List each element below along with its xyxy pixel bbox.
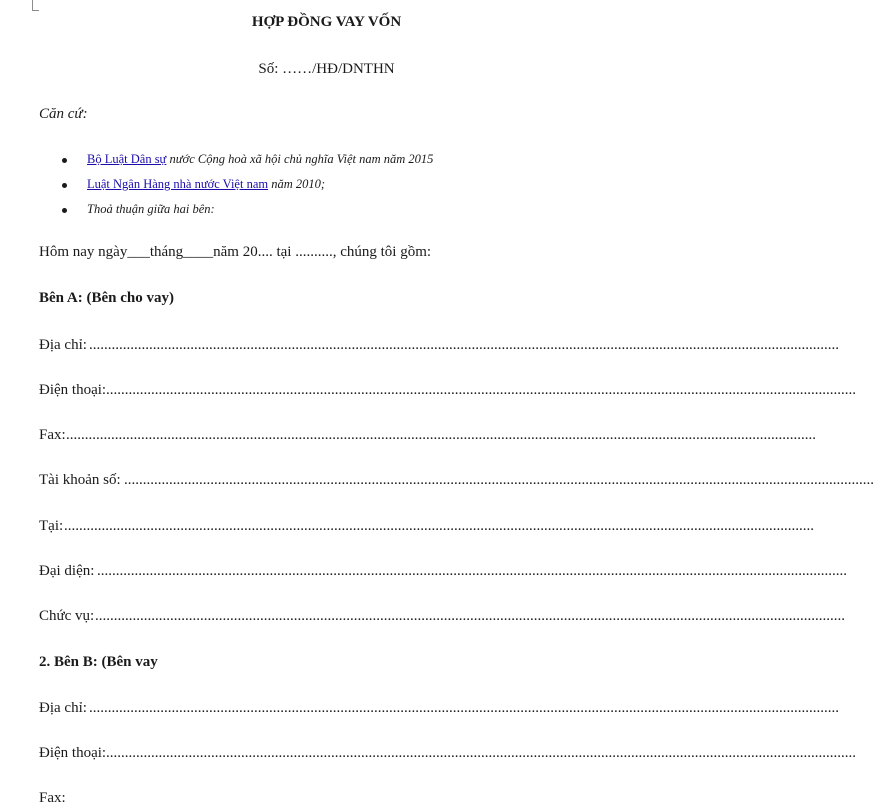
field-label: Tài khoản số: xyxy=(39,472,121,488)
civil-code-link[interactable]: Bộ Luật Dân sự xyxy=(87,152,167,166)
basis-item-text: Thoả thuận giữa hai bên: xyxy=(87,202,215,216)
field-label: Tại: xyxy=(39,518,64,534)
basis-item-text: nước Cộng hoà xã hội chủ nghĩa Việt nam năm 2015 xyxy=(166,152,434,166)
party-a-heading: Bên A: (Bên cho vay) xyxy=(39,290,174,306)
fill-line[interactable]: ........................................................................................................................................................................................................ xyxy=(95,608,845,624)
field-label: Điện thoại: xyxy=(39,745,107,761)
fill-line[interactable]: ........................................................................................................................................................................................................ xyxy=(66,427,816,443)
field-label: Đại diện: xyxy=(39,563,95,579)
field-phone-b xyxy=(39,745,856,762)
party-b-heading: 2. Bên B: (Bên vay xyxy=(39,654,158,670)
fill-line[interactable]: ........................................................................................................................................................................................................ xyxy=(89,700,839,716)
document-title: HỢP ĐỒNG VAY VỐN xyxy=(251,14,402,30)
field-representative-a xyxy=(39,563,847,580)
bullet-icon xyxy=(62,183,67,188)
field-label: Địa chỉ: xyxy=(39,700,87,716)
field-address-a xyxy=(39,337,839,354)
field-label: Fax: xyxy=(39,427,66,443)
fill-line[interactable]: ........................................................................................................................................................................................................ xyxy=(106,382,856,398)
field-fax-b xyxy=(39,790,66,807)
fill-line[interactable]: ........................................................................................................................................................................................................ xyxy=(106,745,856,761)
field-label: Chức vụ: xyxy=(39,608,95,624)
fill-line[interactable]: ........................................................................................................................................................................................................ xyxy=(124,472,874,488)
field-at-a xyxy=(39,518,814,535)
field-fax-a xyxy=(39,427,816,444)
field-position-a xyxy=(39,608,845,625)
field-account-a xyxy=(39,472,874,489)
document-number: Số: ……/HĐ/DNTHN xyxy=(258,61,395,77)
intro-line: Hôm nay ngày___tháng____năm 20.... tại .........., chúng tôi gồm: xyxy=(39,244,432,260)
basis-label: Căn cứ: xyxy=(39,106,88,122)
banking-law-link[interactable]: Luật Ngân Hàng nhà nước Việt nam xyxy=(87,177,269,191)
field-label: Điện thoại: xyxy=(39,382,107,398)
field-label: Fax: xyxy=(39,790,66,806)
field-address-b xyxy=(39,700,839,717)
basis-item-text: năm 2010; xyxy=(268,177,326,191)
field-phone-a xyxy=(39,382,856,399)
field-label: Địa chỉ: xyxy=(39,337,87,353)
fill-line[interactable]: ........................................................................................................................................................................................................ xyxy=(64,518,814,534)
page-corner-marker xyxy=(32,0,39,11)
bullet-icon xyxy=(62,208,67,213)
fill-line[interactable]: ........................................................................................................................................................................................................ xyxy=(89,337,839,353)
bullet-icon xyxy=(62,158,67,163)
fill-line[interactable]: ........................................................................................................................................................................................................ xyxy=(97,563,847,579)
